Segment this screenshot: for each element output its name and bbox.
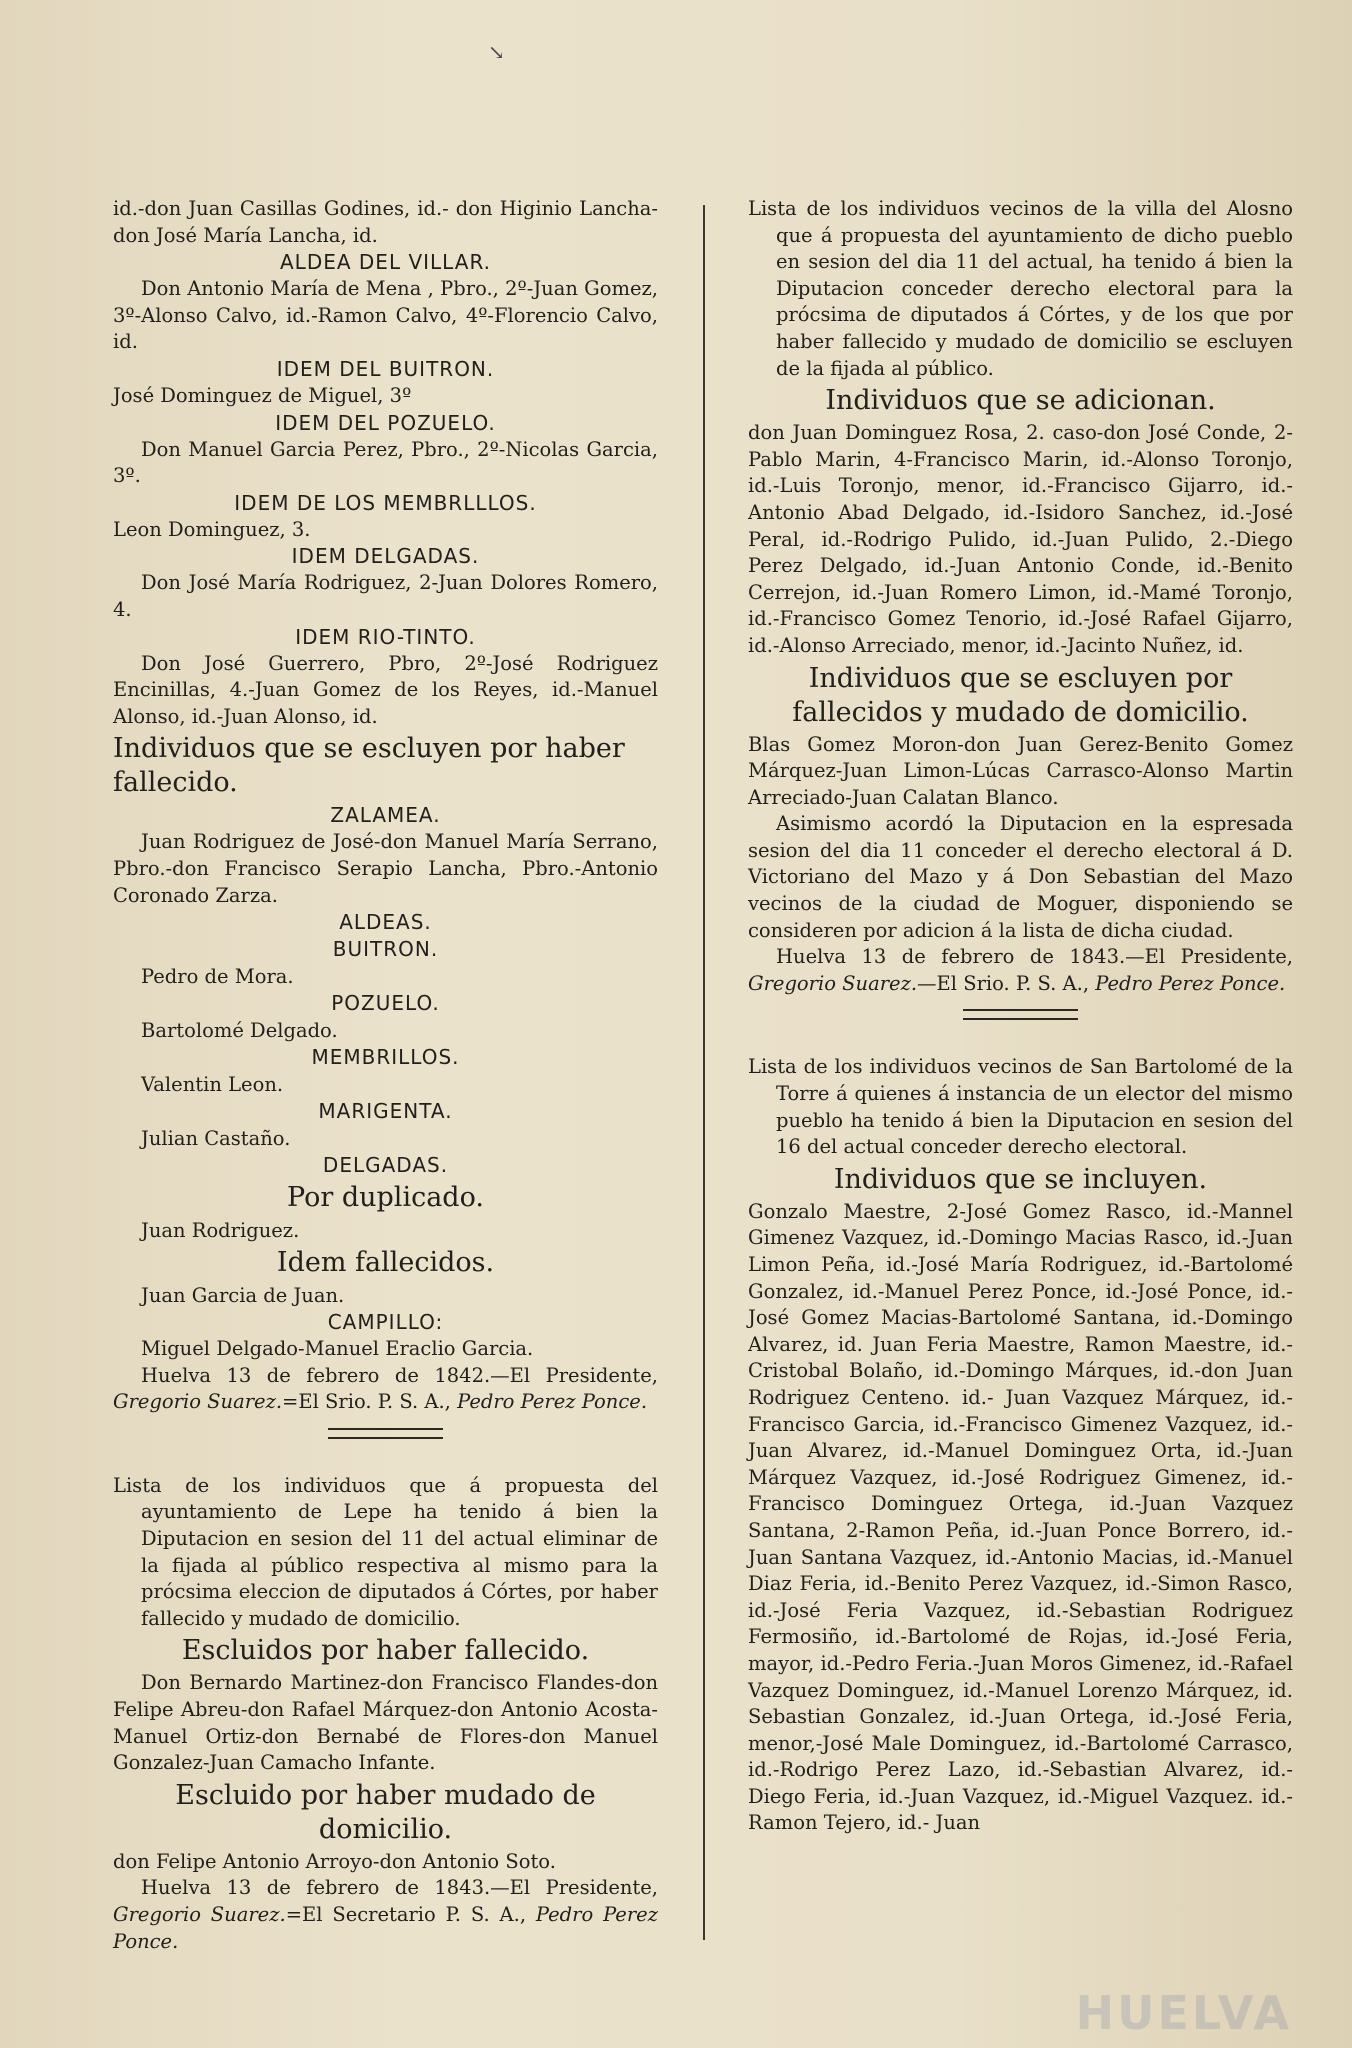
heading-por-duplicado: Por duplicado. xyxy=(287,1182,484,1214)
paragraph-buitron: José Dominguez de Miguel, 3º xyxy=(113,383,412,407)
signature-block-1 xyxy=(113,1363,658,1416)
heading-delgadas: IDEM DELGADAS. xyxy=(291,544,480,569)
heading-buitron: IDEM DEL BUITRON. xyxy=(276,356,495,381)
paragraph-adicionan: don Juan Dominguez Rosa, 2. caso-don José Conde, 2-Pablo Marin, 4-Francisco Marin, id.-Alonso Toronjo, id.-Luis Toronjo, menor, id.-Francisco Gijarro, id.- Antonio Abad Delgado, id.-Isidoro Sanchez, id.-José Peral, id.-Rodrigo Pulido, id.-Juan Pulido, 2.-Diego Perez Delgado, id.-Juan Antonio Conde, id.-Benito Cerrejon, id.-Juan Romero Limon, id.-Mamé Toronjo, id.-Francisco Gomez Tenorio, id.-José Rafael Gijarro, id.-Alonso Arreciado, menor, id.-Jacinto Nuñez, id. xyxy=(748,421,1293,657)
paragraph-pozuelo-2: Bartolomé Delgado. xyxy=(141,1019,338,1043)
heading-zalamea: ZALAMEA. xyxy=(330,803,441,828)
paragraph-membrillos: Leon Dominguez, 3. xyxy=(113,517,311,541)
heading-marigenta: MARIGENTA. xyxy=(318,1099,453,1124)
heading-pozuelo-2: POZUELO. xyxy=(331,991,440,1016)
left-column xyxy=(113,196,658,1955)
heading-campillo: CAMPILLO: xyxy=(327,1310,444,1335)
signature-date-1: Huelva 13 de febrero de 1842.—El Presidente, xyxy=(141,1363,658,1387)
signature-secretary-1: Pedro Perez Ponce. xyxy=(457,1390,648,1414)
paragraph-riotinto: Don José Guerrero, Pbro, 2º-José Rodriguez Encinillas, 4.-Juan Gomez de los Reyes, id.-Manuel Alonso, id.-Juan Alonso, id. xyxy=(113,651,658,728)
paragraph-escluidos-fallecido: Don Bernardo Martinez-don Francisco Flandes-don Felipe Abreu-don Rafael Márquez-don Antonio Acosta-Manuel Ortiz-don Bernabé de Flores-don Manuel Gonzalez-Juan Camacho Infante. xyxy=(113,1671,658,1775)
paragraph-asimismo: Asimismo acordó la Diputacion en la espresada sesion del dia 11 conceder el derecho electoral á D. Victoriano del Mazo y á Don Sebastian del Mazo vecinos de la ciudad de Moguer, disponiendo se consideren por adicion á la lista de dicha ciudad. xyxy=(748,812,1293,942)
heading-delgadas-2: DELGADAS. xyxy=(322,1153,449,1178)
san-bartolome-intro: Lista de los individuos vecinos de San Bartolomé de la Torre á quienes á instancia de un elector del mismo pueblo ha tenido á bien la Diputacion en sesion del 16 del actual conceder derecho electoral. xyxy=(748,1055,1293,1159)
paragraph-membrillos-2: Valentin Leon. xyxy=(141,1073,284,1097)
section-rule-2 xyxy=(963,1009,1078,1020)
paragraph-marigenta: Julian Castaño. xyxy=(141,1127,291,1151)
heading-aldeas: ALDEAS. xyxy=(339,910,432,935)
signature-role-3: —El Srio. P. S. A., xyxy=(917,971,1090,995)
paragraph-buitron-2: Pedro de Mora. xyxy=(141,965,294,989)
signature-date-3: Huelva 13 de febrero de 1843.—El Presidente, xyxy=(776,945,1293,969)
heading-membrillos-2: MEMBRILLOS. xyxy=(311,1045,460,1070)
signature-role-2: =El Secretario P. S. A., xyxy=(285,1903,527,1926)
paragraph-duplicado: Juan Rodriguez. xyxy=(141,1219,300,1243)
heading-membrillos: IDEM DE LOS MEMBRLLLOS. xyxy=(234,490,537,515)
section-rule-1 xyxy=(328,1428,443,1439)
paragraph-delgadas: Don José María Rodriguez, 2-Juan Dolores Romero, 4. xyxy=(113,571,658,621)
heading-escluyen-fallecidos: Individuos que se escluyen por fallecidos y mudado de domicilio. xyxy=(792,662,1249,728)
heading-idem-fallecidos: Idem fallecidos. xyxy=(276,1247,495,1279)
alosno-intro: Lista de los individuos vecinos de la villa del Alosno que á propuesta del ayuntamiento de dicho pueblo en sesion del dia 11 del actual, ha tenido á bien la Diputacion conceder derecho electoral para la prócsima de diputados á Córtes, y de los que por haber fallecido y mudado de domicilio se escluyen de la fijada al público. xyxy=(748,197,1293,380)
right-column xyxy=(748,196,1293,1837)
signature-president-2: Gregorio Suarez. xyxy=(113,1903,286,1926)
top-mark: ↘ xyxy=(488,40,505,64)
signature-block-2 xyxy=(113,1875,658,1955)
paragraph-zalamea: Juan Rodriguez de José-don Manuel María Serrano, Pbro.-don Francisco Serapio Lancha, Pbro.-Antonio Coronado Zarza. xyxy=(113,830,658,907)
heading-escluidos-fallecido: Escluidos por haber fallecido. xyxy=(181,1635,590,1667)
signature-block-3 xyxy=(748,944,1293,997)
paragraph-incluyen: Gonzalo Maestre, 2-José Gomez Rasco, id.-Mannel Gimenez Vazquez, id.-Domingo Macias Rasco, id.-Juan Limon Peña, id.-José María Rodriguez, id.-Bartolomé Gonzalez, id.-Manuel Perez Ponce, id.-José Ponce, id.-José Gomez Macias-Bartolomé Santana, id.-Domingo Alvarez, id. Juan Feria Maestre, Ramon Maestre, id.-Cristobal Bolaño, id.-Domingo Márques, id.-don Juan Rodriguez Centeno. id.- Juan Vazquez Márquez, id.-Francisco Garcia, id.-Francisco Gimenez Vazquez, id.-Juan Alvarez, id.-Manuel Dominguez Orta, id.-Juan Márquez Vazquez, id.-José Rodriguez Gimenez, id.-Francisco Dominguez Ortega, id.-Juan Vazquez Santana, 2-Ramon Peña, id.-Juan Ponce Borrero, id.-Juan Santana Vazquez, id.-Antonio Macias, id.-Manuel Diaz Feria, id.-Benito Perez Vazquez, id.-Simon Rasco, id.-José Feria Vazquez, id.-Sebastian Rodriguez Fermosiño, id.-Bartolomé de Rojas, id.-José Feria, mayor, id.-Pedro Feria.-Juan Moros Gimenez, id.-Rafael Vazquez Dominguez, id.-Manuel Lorenzo Márquez, id. Sebastian Gonzalez, id.-Juan Ortega, id.-José Feria, menor,-José Male Dominguez, id.-Bartolomé Carrasco, id.-Rodrigo Perez Lazo, id.-Sebastian Alvarez, id.-Diego Feria, id.-Juan Vazquez, id.-Miguel Vazquez. id.-Ramon Tejero, id.- Juan xyxy=(748,1199,1293,1835)
column-divider xyxy=(703,205,705,1940)
paragraph-campillo: Miguel Delgado-Manuel Eraclio Garcia. xyxy=(141,1337,534,1361)
heading-pozuelo: IDEM DEL POZUELO. xyxy=(275,410,496,435)
heading-aldea-villar: ALDEA DEL VILLAR. xyxy=(280,250,491,275)
lepe-intro: Lista de los individuos que á propuesta del ayuntamiento de Lepe ha tenido á bien la Diputacion en sesion del 11 del actual eliminar de la fijada al público respectiva al mismo para la prócsima eleccion de diputados á Córtes, por haber fallecido y mudado de domicilio. xyxy=(113,1473,658,1630)
signature-president-1: Gregorio Suarez. xyxy=(113,1390,283,1414)
signature-president-3: Gregorio Suarez. xyxy=(748,971,918,995)
heading-buitron-2: BUITRON. xyxy=(332,937,439,962)
heading-incluyen: Individuos que se incluyen. xyxy=(833,1163,1208,1195)
signature-date-2: Huelva 13 de febrero de 1843.—El Presidente, xyxy=(141,1876,658,1900)
paragraph-pozuelo: Don Manuel Garcia Perez, Pbro., 2º-Nicolas Garcia, 3º. xyxy=(113,437,658,488)
signature-role-1: =El Srio. P. S. A., xyxy=(282,1390,451,1414)
signature-secretary-3: Pedro Perez Ponce. xyxy=(1095,971,1286,995)
paragraph-idem-fallecidos: Juan Garcia de Juan. xyxy=(141,1284,345,1308)
heading-adicionan: Individuos que se adicionan. xyxy=(825,385,1216,417)
heading-riotinto: IDEM RIO-TINTO. xyxy=(295,624,476,649)
paragraph-escluido-domicilio: don Felipe Antonio Arroyo-don Antonio Soto. xyxy=(113,1849,556,1873)
library-watermark: HUELVA xyxy=(1075,1986,1292,2040)
paragraph-villar: Don Antonio María de Mena , Pbro., 2º-Juan Gomez, 3º-Alonso Calvo, id.-Ramon Calvo, 4º-Florencio Calvo, id. xyxy=(113,277,658,354)
paragraph-escluyen: Blas Gomez Moron-don Juan Gerez-Benito Gomez Márquez-Juan Limon-Lúcas Carrasco-Alonso Martin Arreciado-Juan Calatan Blanco. xyxy=(748,732,1293,809)
heading-escluyen-fallecido: Individuos que se escluyen por haber fallecido. xyxy=(113,733,625,799)
opening-paragraph: id.-don Juan Casillas Godines, id.- don Higinio Lancha-don José María Lancha, id. xyxy=(113,197,658,247)
signature-secretary-2: Pedro Perez Ponce. xyxy=(113,1903,658,1953)
heading-escluido-domicilio: Escluido por haber mudado de domicilio. xyxy=(175,1779,596,1845)
